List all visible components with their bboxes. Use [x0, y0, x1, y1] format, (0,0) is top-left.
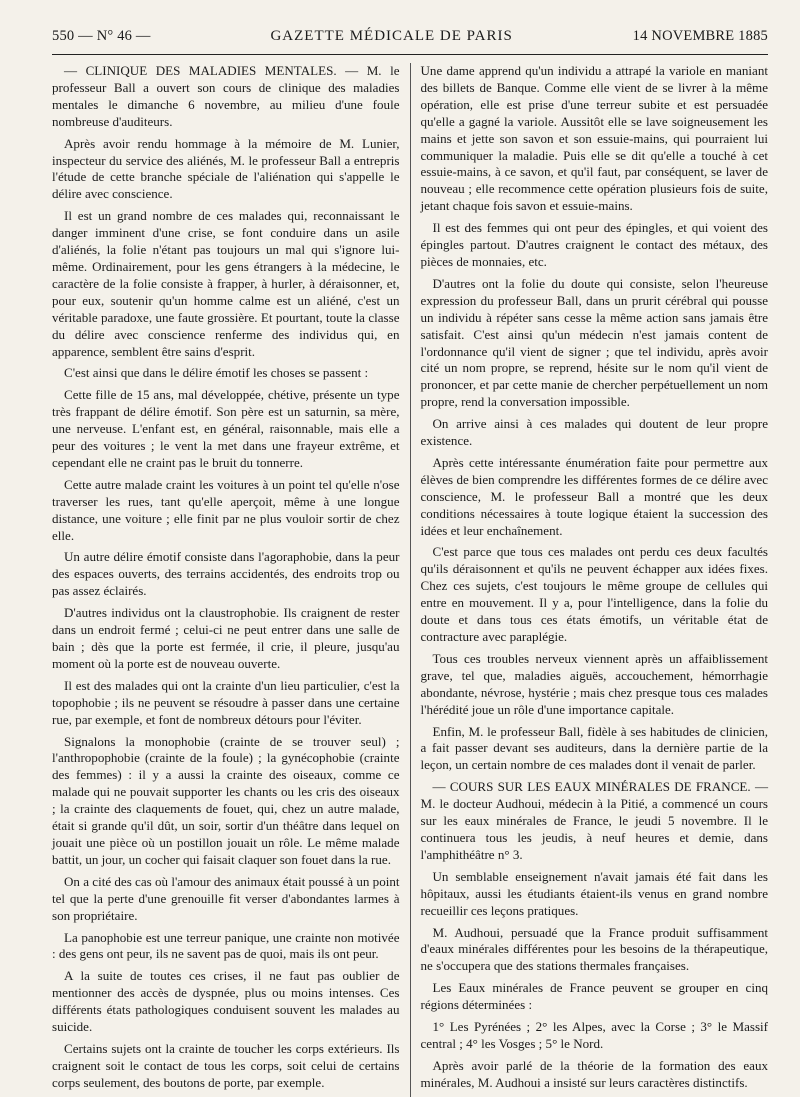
left-column [52, 63, 410, 1097]
journal-title: GAZETTE MÉDICALE DE PARIS [270, 28, 513, 44]
paragraph: La panophobie est une terreur panique, une crainte non motivée : des gens ont peur, ils ne savent pas de quoi, mais ils ont peur. [52, 929, 400, 962]
paragraph: Il est des femmes qui ont peur des épingles, et qui voient des épingles partout. D'autres craignent le contact des métaux, des pièces de monnaies, etc. [420, 220, 768, 269]
right-column [410, 63, 769, 1097]
paragraph: 1° Les Pyrénées ; 2° les Alpes, avec la Corse ; 3° le Massif central ; 4° les Vosges ; 5° le Nord. [420, 1019, 768, 1051]
paragraph: Il est un grand nombre de ces malades qui, reconnaissant le danger imminent d'une crise, se font conduire dans un asile d'aliénés, la folie n'étant pas toujours un mal qui s'ignore lui-même. Ordinairement, pour les gens étrangers à la médecine, le caractère de la folie consiste à frapper, à hurler, à déraisonner, et, pour eux, soutenir qu'un homme calme est un aliéné, c'est un véritable paradoxe, une faute grossière. Et pourtant, toute la classe du délire avec conscience renferme des individus qui, en apparence, semblent être sains d'esprit. [52, 208, 400, 359]
paragraph: Enfin, M. le professeur Ball, fidèle à ses habitudes de clinicien, a fait passer devant ses auditeurs, dans la dernière partie de la leçon, un certain nombre de ces malades dont il venait de parler. [420, 723, 768, 773]
paragraph: M. Audhoui, persuadé que la France produit suffisamment d'eaux minérales différentes pour les besoins de la thérapeutique, ne s'occupera que des stations thermales françaises. [420, 924, 768, 974]
paragraph: — CLINIQUE DES MALADIES MENTALES. — M. le professeur Ball a ouvert son cours de clinique des maladies mentales le dimanche 6 novembre, au milieu d'une foule nombreuse d'auditeurs. [52, 63, 400, 129]
paragraph: D'autres ont la folie du doute qui consiste, selon l'heureuse expression du professeur Ball, dans un prurit cérébral qui pousse un individu à répéter sans cesse la même action sans jamais être satisfait. C'est ainsi qu'un médecin n'est jamais content de l'ordonnance qu'il vient de signer ; que tel individu, après avoir cité un nom propre, se reprend, hésite sur le nom qu'il vient de prononcer, et par cette manie de chercher perpétuellement un nom propre, rend la conversation impossible. [420, 275, 768, 410]
paragraph: Cette autre malade craint les voitures à un point tel qu'elle n'ose traverser les rues, tant qu'elle aperçoit, même à une longue distance, une voiture ; elle finit par ne plus vouloir sortir de chez elle. [52, 476, 400, 543]
paragraph: On arrive ainsi à ces malades qui doutent de leur propre existence. [420, 416, 768, 449]
paragraph: A la suite de toutes ces crises, il ne faut pas oublier de mentionner des accès de dyspnée, plus ou moins intenses. Ces différents états pathologiques conduisent souvent les malades au suicide. [52, 968, 400, 1035]
page-number-issue: 550 — N° 46 — [52, 28, 151, 44]
paragraph: Certains sujets ont la crainte de toucher les corps extérieurs. Ils craignent soit le contact de tous les corps, soit celui de certains corps seulement, des boutons de porte, par exemple. [52, 1040, 400, 1090]
paragraph: Une dame apprend qu'un individu a attrapé la variole en maniant des billets de Banque. Comme elle vient de se livrer à la même opération, elle est prise d'une terreur subite et est persuadée qu'elle a gagné la variole. Aussitôt elle se lave soigneusement les mains et jette son savon et son essuie-mains, qui pourraient lui communiquer la maladie. Puis elle se dit qu'elle a touché à cet essuie-mains, à ce savon, et qu'il faut, par conséquent, se laver de nouveau ; elle recommence cette opération plusieurs fois de suite, jetant chaque fois savon et essuie-mains. [420, 63, 768, 214]
paragraph: Les Eaux minérales de France peuvent se grouper en cinq régions déterminées : [420, 980, 768, 1013]
paragraph: Tous ces troubles nerveux viennent après un affaiblissement grave, tel que, maladies aiguës, accouchement, hémorrhagie abondante, névrose, hystérie ; mais chez presque tous ces malades l'hérédité joue un rôle d'une importance capitale. [420, 650, 768, 717]
issue-date: 14 NOVEMBRE 1885 [632, 28, 768, 44]
paragraph: Signalons la monophobie (crainte de se trouver seul) ; l'anthropophobie (crainte de la foule) ; la gynécophobie (crainte des femmes) : il y a aussi la crainte des oiseaux, comme ce malade qui ne pouvait supporter les chants ou les cris des oiseaux ; la crainte des claquements de fouet, qui, chez un autre malade, était si grande qu'il dût, un soir, sortir d'un théâtre dans lequel on jouait une pièce où un postillon jouait un rôle. Le même malade battit, un jour, un cocher qui faisait claquer son fouet dans la rue. [52, 733, 400, 867]
article-columns [52, 63, 768, 1097]
paragraph: Un autre délire émotif consiste dans l'agoraphobie, dans la peur des espaces ouverts, des terrains accidentés, des endroits trop ou pas assez éclairés. [52, 549, 400, 599]
paragraph: Après avoir parlé de la théorie de la formation des eaux minérales, M. Audhoui a insisté sur leurs caractères distinctifs. [420, 1057, 768, 1090]
paragraph: C'est parce que tous ces malades ont perdu ces deux facultés qu'ils déraisonnent et qu'ils ne peuvent échapper aux idées fixes. Chez ces sujets, c'est toujours le même groupe de cellules qui entre en mouvement. Il y a, pour l'intelligence, dans la folie du doute et dans tous ces états émotifs, un véritable état de contracture avec paraplégie. [420, 544, 768, 644]
paragraph: — COURS SUR LES EAUX MINÉRALES DE FRANCE. — M. le docteur Audhoui, médecin à la Pitié, a commencé un cours sur les eaux minérales de France, le jeudi 5 novembre. Il le continuera tous les jeudis, à neuf heures et demie, dans l'amphithéâtre n° 3. [420, 779, 768, 862]
paragraph: D'autres individus ont la claustrophobie. Ils craignent de rester dans un endroit fermé ; celui-ci ne peut entrer dans une salle de bain ; dès que la porte est fermée, il crie, il pleure, jusqu'au moment où la porte est de nouveau ouverte. [52, 605, 400, 671]
paragraph: Cette fille de 15 ans, mal développée, chétive, présente un type très frappant de délire émotif. Son père est un saturnin, sa mère, une nerveuse. L'enfant est, en général, raisonnable, mais elle a peur des voitures ; le vent la met dans une frayeur extrême, et cependant elle ne craint pas le bruit du tonnerre. [52, 387, 400, 470]
paragraph: C'est ainsi que dans le délire émotif les choses se passent : [64, 365, 369, 381]
running-head [52, 28, 768, 55]
paragraph: On a cité des cas où l'amour des animaux était poussé à un point tel que la perte d'une grenouille fit verser d'abondantes larmes à son propriétaire. [52, 873, 400, 923]
paragraph: Après cette intéressante énumération faite pour permettre aux élèves de bien comprendre les différentes formes de ce délire avec conscience, M. le professeur Ball a montré que les deux conditions nécessaires à toute logique étaient la succession des idées et leur enchaînement. [420, 454, 768, 538]
paragraph: Après avoir rendu hommage à la mémoire de M. Lunier, inspecteur du service des aliénés, M. le professeur Ball a entrepris l'étude de cette branche spéciale de l'aliénation qui s'appelle le délire avec conscience. [52, 135, 400, 202]
paragraph: Il est des malades qui ont la crainte d'un lieu particulier, c'est la topophobie ; ils ne peuvent se résoudre à passer dans une certaine rue, par exemple, et font de nombreux détours pour l'éviter. [52, 677, 400, 727]
paragraph: Un semblable enseignement n'avait jamais été fait dans les hôpitaux, aussi les étudiants étaient-ils venus en grand nombre recueillir ces leçons pratiques. [420, 868, 768, 918]
